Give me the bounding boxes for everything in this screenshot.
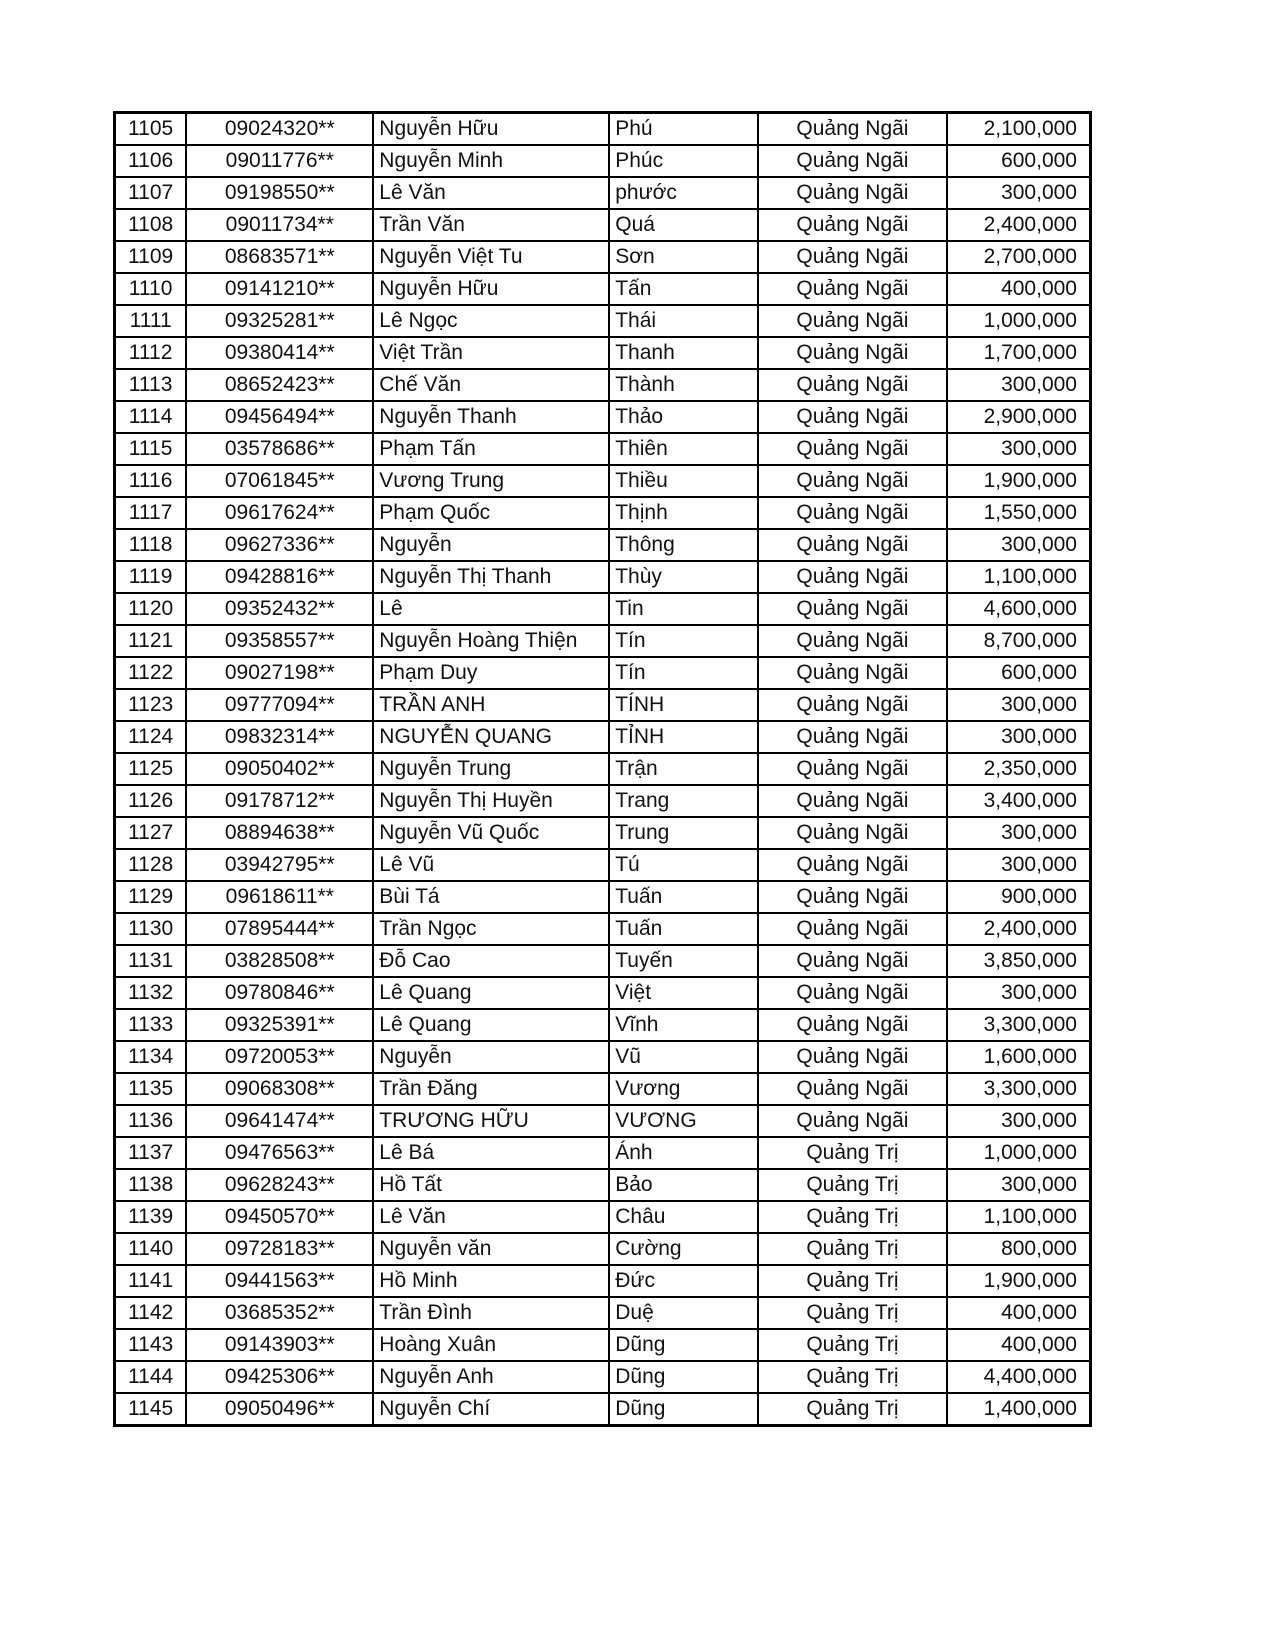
given-name-cell: Thông: [609, 529, 758, 561]
surname-cell: Lê Bá: [373, 1137, 609, 1169]
surname-cell: Việt Trần: [373, 337, 609, 369]
row-number-cell: 1110: [115, 273, 187, 305]
surname-cell: Hồ Minh: [373, 1265, 609, 1297]
amount-cell: 300,000: [947, 849, 1090, 881]
phone-cell: 03685352**: [186, 1297, 373, 1329]
table-row: [115, 817, 1091, 849]
given-name-cell: phước: [609, 177, 758, 209]
province-cell: Quảng Ngãi: [758, 945, 947, 977]
surname-cell: Lê Văn: [373, 177, 609, 209]
row-number-cell: 1111: [115, 305, 187, 337]
province-cell: Quảng Ngãi: [758, 177, 947, 209]
row-number-cell: 1143: [115, 1329, 187, 1361]
given-name-cell: Tú: [609, 849, 758, 881]
province-cell: Quảng Ngãi: [758, 465, 947, 497]
phone-cell: 09425306**: [186, 1361, 373, 1393]
given-name-cell: Duệ: [609, 1297, 758, 1329]
given-name-cell: Dũng: [609, 1329, 758, 1361]
surname-cell: Lê Ngọc: [373, 305, 609, 337]
surname-cell: Lê Vũ: [373, 849, 609, 881]
table-row: [115, 1105, 1091, 1137]
province-cell: Quảng Ngãi: [758, 209, 947, 241]
phone-cell: 09178712**: [186, 785, 373, 817]
province-cell: Quảng Ngãi: [758, 273, 947, 305]
given-name-cell: Trang: [609, 785, 758, 817]
surname-cell: TRƯƠNG HỮU: [373, 1105, 609, 1137]
phone-cell: 09728183**: [186, 1233, 373, 1265]
surname-cell: Lê Quang: [373, 1009, 609, 1041]
amount-cell: 400,000: [947, 1297, 1090, 1329]
surname-cell: Trần Đăng: [373, 1073, 609, 1105]
amount-cell: 600,000: [947, 145, 1090, 177]
amount-cell: 3,400,000: [947, 785, 1090, 817]
row-number-cell: 1127: [115, 817, 187, 849]
row-number-cell: 1128: [115, 849, 187, 881]
amount-cell: 3,300,000: [947, 1009, 1090, 1041]
phone-cell: 09777094**: [186, 689, 373, 721]
given-name-cell: Đức: [609, 1265, 758, 1297]
amount-cell: 2,100,000: [947, 113, 1090, 146]
given-name-cell: Cường: [609, 1233, 758, 1265]
amount-cell: 3,850,000: [947, 945, 1090, 977]
province-cell: Quảng Trị: [758, 1393, 947, 1426]
surname-cell: Đỗ Cao: [373, 945, 609, 977]
row-number-cell: 1105: [115, 113, 187, 146]
given-name-cell: Thiên: [609, 433, 758, 465]
amount-cell: 2,700,000: [947, 241, 1090, 273]
given-name-cell: Phú: [609, 113, 758, 146]
surname-cell: Nguyễn Minh: [373, 145, 609, 177]
surname-cell: Nguyễn Hữu: [373, 113, 609, 146]
given-name-cell: Thùy: [609, 561, 758, 593]
phone-cell: 09325281**: [186, 305, 373, 337]
row-number-cell: 1121: [115, 625, 187, 657]
phone-cell: 09428816**: [186, 561, 373, 593]
row-number-cell: 1142: [115, 1297, 187, 1329]
given-name-cell: TÍNH: [609, 689, 758, 721]
row-number-cell: 1108: [115, 209, 187, 241]
surname-cell: Trần Văn: [373, 209, 609, 241]
phone-cell: 09068308**: [186, 1073, 373, 1105]
given-name-cell: Tín: [609, 625, 758, 657]
amount-cell: 1,400,000: [947, 1393, 1090, 1426]
given-name-cell: Vũ: [609, 1041, 758, 1073]
table-row: [115, 177, 1091, 209]
surname-cell: Nguyễn Trung: [373, 753, 609, 785]
row-number-cell: 1114: [115, 401, 187, 433]
amount-cell: 1,700,000: [947, 337, 1090, 369]
province-cell: Quảng Ngãi: [758, 625, 947, 657]
province-cell: Quảng Trị: [758, 1329, 947, 1361]
phone-cell: 09325391**: [186, 1009, 373, 1041]
amount-cell: 1,100,000: [947, 1201, 1090, 1233]
phone-cell: 09358557**: [186, 625, 373, 657]
phone-cell: 09476563**: [186, 1137, 373, 1169]
table-row: [115, 1233, 1091, 1265]
row-number-cell: 1137: [115, 1137, 187, 1169]
province-cell: Quảng Ngãi: [758, 593, 947, 625]
amount-cell: 4,600,000: [947, 593, 1090, 625]
row-number-cell: 1126: [115, 785, 187, 817]
province-cell: Quảng Trị: [758, 1137, 947, 1169]
given-name-cell: Vĩnh: [609, 1009, 758, 1041]
table-row: [115, 241, 1091, 273]
province-cell: Quảng Ngãi: [758, 849, 947, 881]
province-cell: Quảng Ngãi: [758, 817, 947, 849]
table-row: [115, 1041, 1091, 1073]
province-cell: Quảng Ngãi: [758, 881, 947, 913]
row-number-cell: 1124: [115, 721, 187, 753]
surname-cell: Phạm Tấn: [373, 433, 609, 465]
table-row: [115, 209, 1091, 241]
amount-cell: 1,000,000: [947, 1137, 1090, 1169]
row-number-cell: 1115: [115, 433, 187, 465]
table-row: [115, 1265, 1091, 1297]
table-row: [115, 1073, 1091, 1105]
phone-cell: 09352432**: [186, 593, 373, 625]
province-cell: Quảng Trị: [758, 1169, 947, 1201]
table-row: [115, 1361, 1091, 1393]
phone-cell: 09450570**: [186, 1201, 373, 1233]
province-cell: Quảng Ngãi: [758, 657, 947, 689]
given-name-cell: TỈNH: [609, 721, 758, 753]
phone-cell: 09641474**: [186, 1105, 373, 1137]
phone-cell: 09011776**: [186, 145, 373, 177]
row-number-cell: 1129: [115, 881, 187, 913]
given-name-cell: Thái: [609, 305, 758, 337]
row-number-cell: 1130: [115, 913, 187, 945]
row-number-cell: 1134: [115, 1041, 187, 1073]
surname-cell: Phạm Quốc: [373, 497, 609, 529]
amount-cell: 3,300,000: [947, 1073, 1090, 1105]
table-row: [115, 145, 1091, 177]
table-row: [115, 881, 1091, 913]
province-cell: Quảng Ngãi: [758, 145, 947, 177]
province-cell: Quảng Ngãi: [758, 753, 947, 785]
amount-cell: 300,000: [947, 721, 1090, 753]
surname-cell: Nguyễn Thị Huyền: [373, 785, 609, 817]
row-number-cell: 1119: [115, 561, 187, 593]
phone-cell: 09050402**: [186, 753, 373, 785]
surname-cell: Nguyễn Việt Tu: [373, 241, 609, 273]
table-row: [115, 433, 1091, 465]
province-cell: Quảng Ngãi: [758, 337, 947, 369]
table-row: [115, 1393, 1091, 1426]
amount-cell: 8,700,000: [947, 625, 1090, 657]
row-number-cell: 1123: [115, 689, 187, 721]
phone-cell: 09024320**: [186, 113, 373, 146]
table-row: [115, 305, 1091, 337]
surname-cell: Lê Văn: [373, 1201, 609, 1233]
row-number-cell: 1138: [115, 1169, 187, 1201]
phone-cell: 09441563**: [186, 1265, 373, 1297]
surname-cell: NGUYỄN QUANG: [373, 721, 609, 753]
given-name-cell: Tín: [609, 657, 758, 689]
row-number-cell: 1107: [115, 177, 187, 209]
province-cell: Quảng Ngãi: [758, 689, 947, 721]
table-row: [115, 273, 1091, 305]
province-cell: Quảng Ngãi: [758, 1105, 947, 1137]
amount-cell: 1,100,000: [947, 561, 1090, 593]
donor-table: [113, 111, 1092, 1427]
amount-cell: 2,400,000: [947, 913, 1090, 945]
row-number-cell: 1141: [115, 1265, 187, 1297]
row-number-cell: 1125: [115, 753, 187, 785]
phone-cell: 09011734**: [186, 209, 373, 241]
given-name-cell: Ánh: [609, 1137, 758, 1169]
table-row: [115, 465, 1091, 497]
row-number-cell: 1106: [115, 145, 187, 177]
row-number-cell: 1140: [115, 1233, 187, 1265]
phone-cell: 09720053**: [186, 1041, 373, 1073]
given-name-cell: Tuấn: [609, 881, 758, 913]
phone-cell: 03828508**: [186, 945, 373, 977]
province-cell: Quảng Ngãi: [758, 977, 947, 1009]
amount-cell: 300,000: [947, 1105, 1090, 1137]
row-number-cell: 1112: [115, 337, 187, 369]
table-row: [115, 977, 1091, 1009]
phone-cell: 08894638**: [186, 817, 373, 849]
amount-cell: 1,900,000: [947, 465, 1090, 497]
province-cell: Quảng Ngãi: [758, 497, 947, 529]
phone-cell: 09627336**: [186, 529, 373, 561]
amount-cell: 300,000: [947, 689, 1090, 721]
surname-cell: Chế Văn: [373, 369, 609, 401]
table-row: [115, 497, 1091, 529]
phone-cell: 09618611**: [186, 881, 373, 913]
given-name-cell: Tuấn: [609, 913, 758, 945]
row-number-cell: 1131: [115, 945, 187, 977]
given-name-cell: Dũng: [609, 1393, 758, 1426]
surname-cell: Phạm Duy: [373, 657, 609, 689]
given-name-cell: Việt: [609, 977, 758, 1009]
surname-cell: Nguyễn Thanh: [373, 401, 609, 433]
table-row: [115, 529, 1091, 561]
amount-cell: 1,000,000: [947, 305, 1090, 337]
surname-cell: Nguyễn Anh: [373, 1361, 609, 1393]
table-row: [115, 1009, 1091, 1041]
province-cell: Quảng Ngãi: [758, 241, 947, 273]
table-row: [115, 657, 1091, 689]
table-row: [115, 849, 1091, 881]
province-cell: Quảng Ngãi: [758, 1041, 947, 1073]
row-number-cell: 1139: [115, 1201, 187, 1233]
surname-cell: Nguyễn: [373, 529, 609, 561]
phone-cell: 09628243**: [186, 1169, 373, 1201]
surname-cell: Hoàng Xuân: [373, 1329, 609, 1361]
province-cell: Quảng Ngãi: [758, 305, 947, 337]
amount-cell: 2,900,000: [947, 401, 1090, 433]
row-number-cell: 1135: [115, 1073, 187, 1105]
province-cell: Quảng Trị: [758, 1233, 947, 1265]
row-number-cell: 1144: [115, 1361, 187, 1393]
table-row: [115, 945, 1091, 977]
given-name-cell: Trận: [609, 753, 758, 785]
phone-cell: 08652423**: [186, 369, 373, 401]
province-cell: Quảng Trị: [758, 1265, 947, 1297]
surname-cell: Nguyễn: [373, 1041, 609, 1073]
surname-cell: Lê: [373, 593, 609, 625]
table-row: [115, 753, 1091, 785]
phone-cell: 09050496**: [186, 1393, 373, 1426]
province-cell: Quảng Ngãi: [758, 561, 947, 593]
surname-cell: Nguyễn Vũ Quốc: [373, 817, 609, 849]
province-cell: Quảng Ngãi: [758, 1073, 947, 1105]
given-name-cell: Thịnh: [609, 497, 758, 529]
row-number-cell: 1132: [115, 977, 187, 1009]
amount-cell: 300,000: [947, 529, 1090, 561]
amount-cell: 300,000: [947, 433, 1090, 465]
row-number-cell: 1145: [115, 1393, 187, 1426]
province-cell: Quảng Ngãi: [758, 401, 947, 433]
given-name-cell: Thanh: [609, 337, 758, 369]
amount-cell: 300,000: [947, 177, 1090, 209]
province-cell: Quảng Ngãi: [758, 721, 947, 753]
phone-cell: 07061845**: [186, 465, 373, 497]
given-name-cell: Vương: [609, 1073, 758, 1105]
given-name-cell: Tin: [609, 593, 758, 625]
surname-cell: Nguyễn Chí: [373, 1393, 609, 1426]
row-number-cell: 1122: [115, 657, 187, 689]
given-name-cell: Bảo: [609, 1169, 758, 1201]
surname-cell: Bùi Tá: [373, 881, 609, 913]
phone-cell: 09832314**: [186, 721, 373, 753]
amount-cell: 300,000: [947, 1169, 1090, 1201]
surname-cell: Trần Ngọc: [373, 913, 609, 945]
amount-cell: 4,400,000: [947, 1361, 1090, 1393]
amount-cell: 300,000: [947, 369, 1090, 401]
amount-cell: 2,400,000: [947, 209, 1090, 241]
amount-cell: 600,000: [947, 657, 1090, 689]
phone-cell: 09198550**: [186, 177, 373, 209]
given-name-cell: Dũng: [609, 1361, 758, 1393]
row-number-cell: 1133: [115, 1009, 187, 1041]
given-name-cell: Châu: [609, 1201, 758, 1233]
surname-cell: TRẦN ANH: [373, 689, 609, 721]
given-name-cell: Thiều: [609, 465, 758, 497]
province-cell: Quảng Trị: [758, 1201, 947, 1233]
province-cell: Quảng Trị: [758, 1297, 947, 1329]
row-number-cell: 1120: [115, 593, 187, 625]
surname-cell: Nguyễn văn: [373, 1233, 609, 1265]
given-name-cell: Phúc: [609, 145, 758, 177]
row-number-cell: 1116: [115, 465, 187, 497]
phone-cell: 09456494**: [186, 401, 373, 433]
table-row: [115, 401, 1091, 433]
phone-cell: 09380414**: [186, 337, 373, 369]
donor-table-body: [115, 113, 1091, 1426]
province-cell: Quảng Trị: [758, 1361, 947, 1393]
phone-cell: 09617624**: [186, 497, 373, 529]
amount-cell: 300,000: [947, 977, 1090, 1009]
amount-cell: 1,600,000: [947, 1041, 1090, 1073]
table-row: [115, 337, 1091, 369]
row-number-cell: 1118: [115, 529, 187, 561]
surname-cell: Nguyễn Thị Thanh: [373, 561, 609, 593]
phone-cell: 08683571**: [186, 241, 373, 273]
province-cell: Quảng Ngãi: [758, 785, 947, 817]
province-cell: Quảng Ngãi: [758, 1009, 947, 1041]
amount-cell: 1,900,000: [947, 1265, 1090, 1297]
amount-cell: 900,000: [947, 881, 1090, 913]
table-row: [115, 369, 1091, 401]
phone-cell: 07895444**: [186, 913, 373, 945]
given-name-cell: Trung: [609, 817, 758, 849]
table-row: [115, 625, 1091, 657]
row-number-cell: 1136: [115, 1105, 187, 1137]
surname-cell: Nguyễn Hữu: [373, 273, 609, 305]
table-row: [115, 1329, 1091, 1361]
row-number-cell: 1113: [115, 369, 187, 401]
province-cell: Quảng Ngãi: [758, 369, 947, 401]
province-cell: Quảng Ngãi: [758, 913, 947, 945]
surname-cell: Vương Trung: [373, 465, 609, 497]
phone-cell: 09780846**: [186, 977, 373, 1009]
phone-cell: 09027198**: [186, 657, 373, 689]
given-name-cell: Thành: [609, 369, 758, 401]
amount-cell: 400,000: [947, 273, 1090, 305]
given-name-cell: Tấn: [609, 273, 758, 305]
surname-cell: Hồ Tất: [373, 1169, 609, 1201]
phone-cell: 09141210**: [186, 273, 373, 305]
province-cell: Quảng Ngãi: [758, 529, 947, 561]
surname-cell: Lê Quang: [373, 977, 609, 1009]
table-row: [115, 721, 1091, 753]
table-row: [115, 1137, 1091, 1169]
table-row: [115, 689, 1091, 721]
table-row: [115, 1297, 1091, 1329]
given-name-cell: Quá: [609, 209, 758, 241]
province-cell: Quảng Ngãi: [758, 113, 947, 146]
table-row: [115, 561, 1091, 593]
phone-cell: 03942795**: [186, 849, 373, 881]
given-name-cell: Tuyến: [609, 945, 758, 977]
table-row: [115, 1169, 1091, 1201]
amount-cell: 1,550,000: [947, 497, 1090, 529]
surname-cell: Nguyễn Hoàng Thiện: [373, 625, 609, 657]
given-name-cell: Thảo: [609, 401, 758, 433]
amount-cell: 2,350,000: [947, 753, 1090, 785]
table-row: [115, 1201, 1091, 1233]
amount-cell: 400,000: [947, 1329, 1090, 1361]
table-row: [115, 593, 1091, 625]
given-name-cell: VƯƠNG: [609, 1105, 758, 1137]
phone-cell: 09143903**: [186, 1329, 373, 1361]
table-row: [115, 113, 1091, 146]
phone-cell: 03578686**: [186, 433, 373, 465]
amount-cell: 800,000: [947, 1233, 1090, 1265]
row-number-cell: 1109: [115, 241, 187, 273]
province-cell: Quảng Ngãi: [758, 433, 947, 465]
table-row: [115, 913, 1091, 945]
given-name-cell: Sơn: [609, 241, 758, 273]
surname-cell: Trần Đình: [373, 1297, 609, 1329]
row-number-cell: 1117: [115, 497, 187, 529]
amount-cell: 300,000: [947, 817, 1090, 849]
table-row: [115, 785, 1091, 817]
